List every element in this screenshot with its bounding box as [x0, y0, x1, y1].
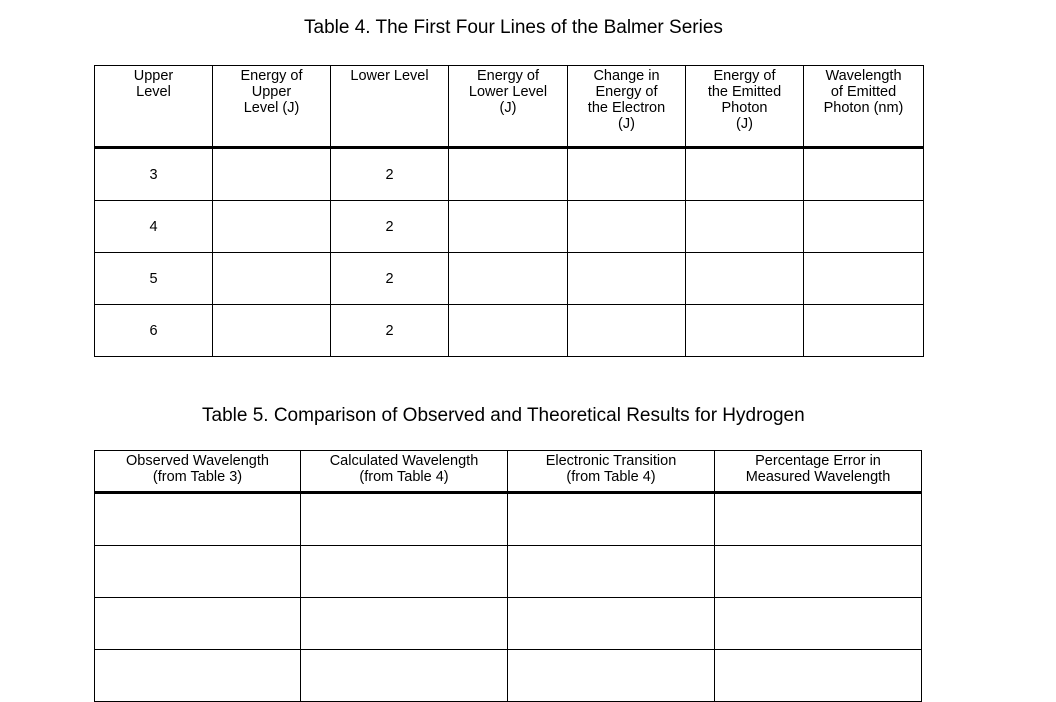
- wavelength-cell[interactable]: [804, 201, 924, 253]
- table-row: [95, 148, 924, 201]
- energy-lower-cell[interactable]: [449, 305, 568, 357]
- table-row: [95, 598, 922, 650]
- balmer-series-table: [94, 65, 924, 357]
- percentage-error-cell[interactable]: [715, 546, 922, 598]
- column-header-photon-energy: Energy of the Emitted Photon (J): [686, 66, 804, 148]
- lower-level-cell: 2: [331, 148, 449, 201]
- observed-wavelength-cell[interactable]: [95, 598, 301, 650]
- table-header-row: [95, 66, 924, 148]
- change-energy-cell[interactable]: [568, 253, 686, 305]
- energy-upper-cell[interactable]: [213, 305, 331, 357]
- energy-lower-cell[interactable]: [449, 253, 568, 305]
- column-header-calculated-wavelength: Calculated Wavelength (from Table 4): [301, 451, 508, 493]
- lower-level-cell: 2: [331, 305, 449, 357]
- photon-energy-cell[interactable]: [686, 253, 804, 305]
- calculated-wavelength-cell[interactable]: [301, 598, 508, 650]
- column-header-energy-lower-level: Energy of Lower Level (J): [449, 66, 568, 148]
- column-header-electronic-transition: Electronic Transition (from Table 4): [508, 451, 715, 493]
- calculated-wavelength-cell[interactable]: [301, 650, 508, 702]
- column-header-wavelength: Wavelength of Emitted Photon (nm): [804, 66, 924, 148]
- change-energy-cell[interactable]: [568, 201, 686, 253]
- energy-lower-cell[interactable]: [449, 148, 568, 201]
- electronic-transition-cell[interactable]: [508, 546, 715, 598]
- change-energy-cell[interactable]: [568, 148, 686, 201]
- column-header-percentage-error: Percentage Error in Measured Wavelength: [715, 451, 922, 493]
- percentage-error-cell[interactable]: [715, 493, 922, 546]
- table-row: [95, 546, 922, 598]
- table-4-caption: Table 4. The First Four Lines of the Balmer Series: [304, 17, 723, 38]
- table-row: [95, 201, 924, 253]
- table-row: [95, 305, 924, 357]
- energy-upper-cell[interactable]: [213, 201, 331, 253]
- percentage-error-cell[interactable]: [715, 598, 922, 650]
- column-header-upper-level: Upper Level: [95, 66, 213, 148]
- column-header-lower-level: Lower Level: [331, 66, 449, 148]
- electronic-transition-cell[interactable]: [508, 493, 715, 546]
- wavelength-cell[interactable]: [804, 253, 924, 305]
- lower-level-cell: 2: [331, 201, 449, 253]
- energy-upper-cell[interactable]: [213, 253, 331, 305]
- column-header-energy-upper-level: Energy of Upper Level (J): [213, 66, 331, 148]
- upper-level-cell: 3: [95, 148, 213, 201]
- table-row: [95, 253, 924, 305]
- upper-level-cell: 4: [95, 201, 213, 253]
- energy-upper-cell[interactable]: [213, 148, 331, 201]
- wavelength-cell[interactable]: [804, 148, 924, 201]
- observed-wavelength-cell[interactable]: [95, 493, 301, 546]
- wavelength-cell[interactable]: [804, 305, 924, 357]
- hydrogen-comparison-table: [94, 450, 922, 702]
- lower-level-cell: 2: [331, 253, 449, 305]
- calculated-wavelength-cell[interactable]: [301, 546, 508, 598]
- electronic-transition-cell[interactable]: [508, 598, 715, 650]
- calculated-wavelength-cell[interactable]: [301, 493, 508, 546]
- photon-energy-cell[interactable]: [686, 148, 804, 201]
- upper-level-cell: 5: [95, 253, 213, 305]
- photon-energy-cell[interactable]: [686, 305, 804, 357]
- table-row: [95, 493, 922, 546]
- change-energy-cell[interactable]: [568, 305, 686, 357]
- electronic-transition-cell[interactable]: [508, 650, 715, 702]
- percentage-error-cell[interactable]: [715, 650, 922, 702]
- observed-wavelength-cell[interactable]: [95, 650, 301, 702]
- energy-lower-cell[interactable]: [449, 201, 568, 253]
- column-header-change-in-energy: Change in Energy of the Electron (J): [568, 66, 686, 148]
- column-header-observed-wavelength: Observed Wavelength (from Table 3): [95, 451, 301, 493]
- upper-level-cell: 6: [95, 305, 213, 357]
- observed-wavelength-cell[interactable]: [95, 546, 301, 598]
- photon-energy-cell[interactable]: [686, 201, 804, 253]
- table-row: [95, 650, 922, 702]
- table-5-caption: Table 5. Comparison of Observed and Theoretical Results for Hydrogen: [202, 405, 805, 426]
- table-header-row: [95, 451, 922, 493]
